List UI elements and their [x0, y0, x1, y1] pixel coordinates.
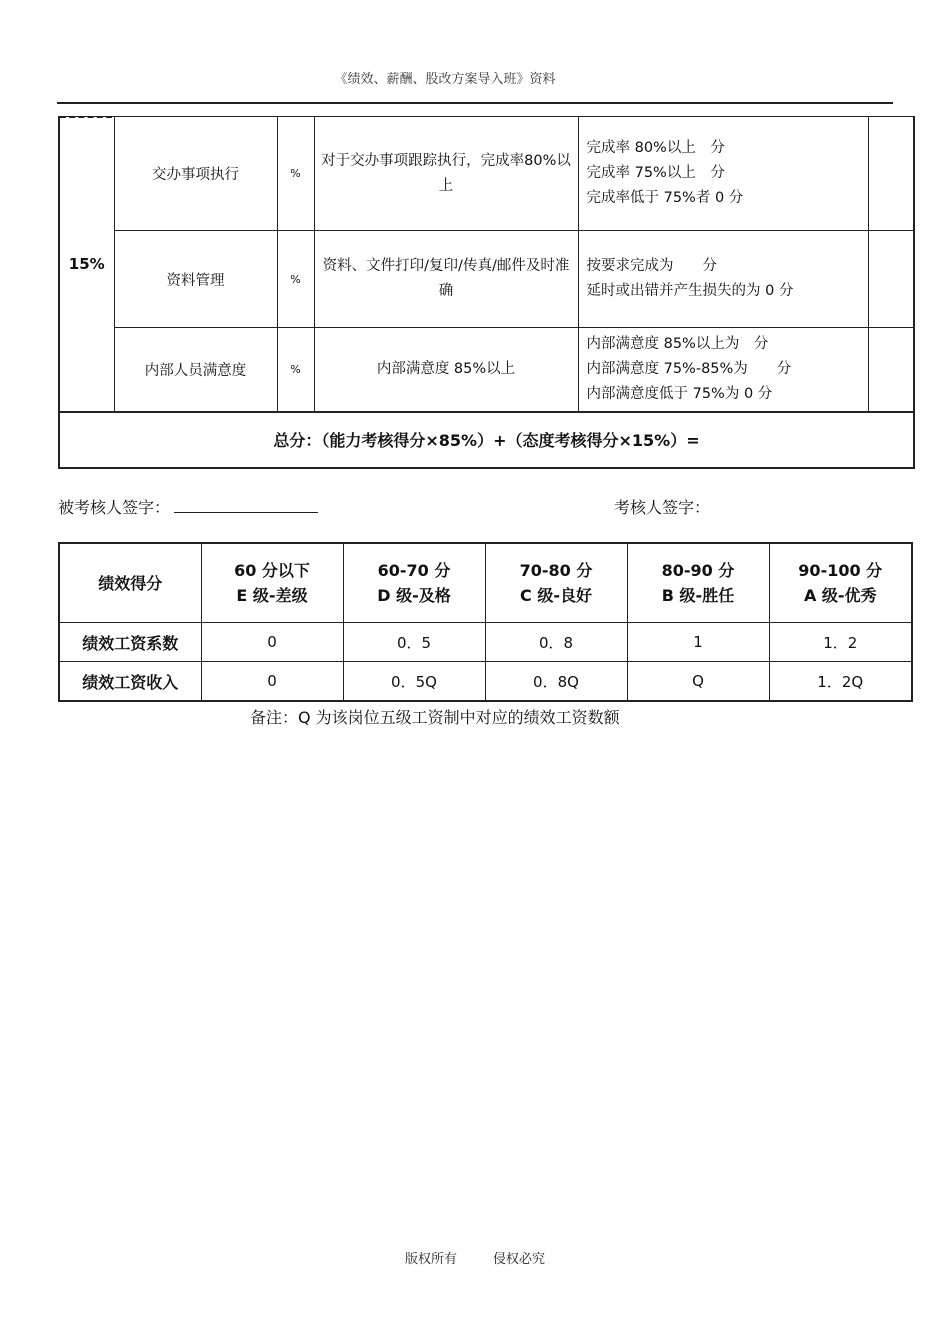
- score-cell: [868, 117, 914, 231]
- grade-column-header: [201, 543, 343, 623]
- grade-header-row: [59, 543, 912, 623]
- grade-range: 60 分以下: [234, 561, 310, 580]
- kpi-rule-line: 延时或出错并产生损失的为 0 分: [586, 283, 794, 299]
- table-cell: 0．8: [485, 623, 627, 662]
- grade-column-header: [627, 543, 769, 623]
- grade-range: 80-90 分: [661, 561, 735, 580]
- grade-level: A 级-优秀: [803, 586, 877, 605]
- row-label: 绩效工资系数: [59, 623, 201, 662]
- kpi-rules: [578, 231, 868, 328]
- appraisee-signature: [58, 495, 318, 518]
- appraisee-signature-line[interactable]: [174, 498, 318, 513]
- kpi-row: [59, 231, 914, 328]
- kpi-rule-line: 按要求完成为 分: [586, 258, 717, 274]
- table-row: [59, 662, 912, 702]
- kpi-table: [58, 116, 915, 469]
- header-rule: [57, 102, 893, 104]
- score-cell: [868, 328, 914, 412]
- grade-range: 90-100 分: [798, 561, 883, 580]
- grade-corner: 绩效得分: [59, 543, 201, 623]
- grade-level: C 级-良好: [520, 586, 592, 605]
- grade-column-header: [769, 543, 912, 623]
- kpi-standard: 内部满意度 85%以上: [314, 328, 578, 412]
- kpi-name: 资料管理: [114, 231, 277, 328]
- dashed-mark: [60, 116, 112, 118]
- grade-column-header: [343, 543, 485, 623]
- kpi-rules: [578, 117, 868, 231]
- grade-level: D 级-及格: [377, 586, 451, 605]
- footnote: 备注：Q 为该岗位五级工资制中对应的绩效工资数额: [250, 708, 620, 727]
- table-cell: 1．2: [769, 623, 912, 662]
- kpi-name: 交办事项执行: [114, 117, 277, 231]
- appraisee-signature-label: 被考核人签字：: [58, 498, 171, 517]
- grade-table: [58, 542, 913, 702]
- kpi-standard: 资料、文件打印/复印/传真/邮件及时准确: [314, 231, 578, 328]
- kpi-rule-line: 完成率 75%以上 分: [586, 165, 725, 181]
- kpi-standard: 对于交办事项跟踪执行，完成率80%以上: [314, 117, 578, 231]
- footer-copyright: 版权所有: [404, 1252, 457, 1267]
- kpi-rule-line: 内部满意度低于 75%为 0 分: [586, 385, 773, 402]
- total-row: [59, 412, 914, 468]
- grade-range: 70-80 分: [519, 561, 593, 580]
- score-cell: [868, 231, 914, 328]
- kpi-row: [59, 117, 914, 231]
- document-header-title: 《绩效、薪酬、股改方案导入班》资料: [334, 72, 556, 87]
- kpi-name: 内部人员满意度: [114, 328, 277, 412]
- kpi-rule-line: 内部满意度 85%以上为 分: [586, 335, 769, 352]
- kpi-rule-line: 内部满意度 75%-85%为 分: [586, 360, 792, 377]
- table-cell: 1: [627, 623, 769, 662]
- page-footer: [0, 1248, 950, 1267]
- footer-infringement: 侵权必究: [493, 1252, 546, 1267]
- grade-column-header: [485, 543, 627, 623]
- kpi-rule-line: 完成率低于 75%者 0 分: [586, 190, 744, 206]
- kpi-unit: %: [277, 231, 314, 328]
- weight-cell: 15%: [59, 117, 114, 412]
- total-formula: 总分：（能力考核得分×85%）+（态度考核得分×15%）=: [59, 412, 914, 468]
- table-cell: 1．2Q: [769, 662, 912, 702]
- grade-level: B 级-胜任: [661, 586, 735, 605]
- table-cell: 0: [201, 623, 343, 662]
- kpi-unit: %: [277, 328, 314, 412]
- kpi-rules: [578, 328, 868, 412]
- grade-level: E 级-差级: [236, 586, 308, 605]
- kpi-unit: %: [277, 117, 314, 231]
- table-row: [59, 623, 912, 662]
- table-cell: 0．8Q: [485, 662, 627, 702]
- table-cell: 0．5Q: [343, 662, 485, 702]
- table-cell: 0．5: [343, 623, 485, 662]
- kpi-rule-line: 完成率 80%以上 分: [586, 140, 725, 156]
- kpi-row: [59, 328, 914, 412]
- table-cell: 0: [201, 662, 343, 702]
- row-label: 绩效工资收入: [59, 662, 201, 702]
- grade-range: 60-70 分: [377, 561, 451, 580]
- table-cell: Q: [627, 662, 769, 702]
- appraiser-signature-label: 考核人签字：: [614, 498, 711, 517]
